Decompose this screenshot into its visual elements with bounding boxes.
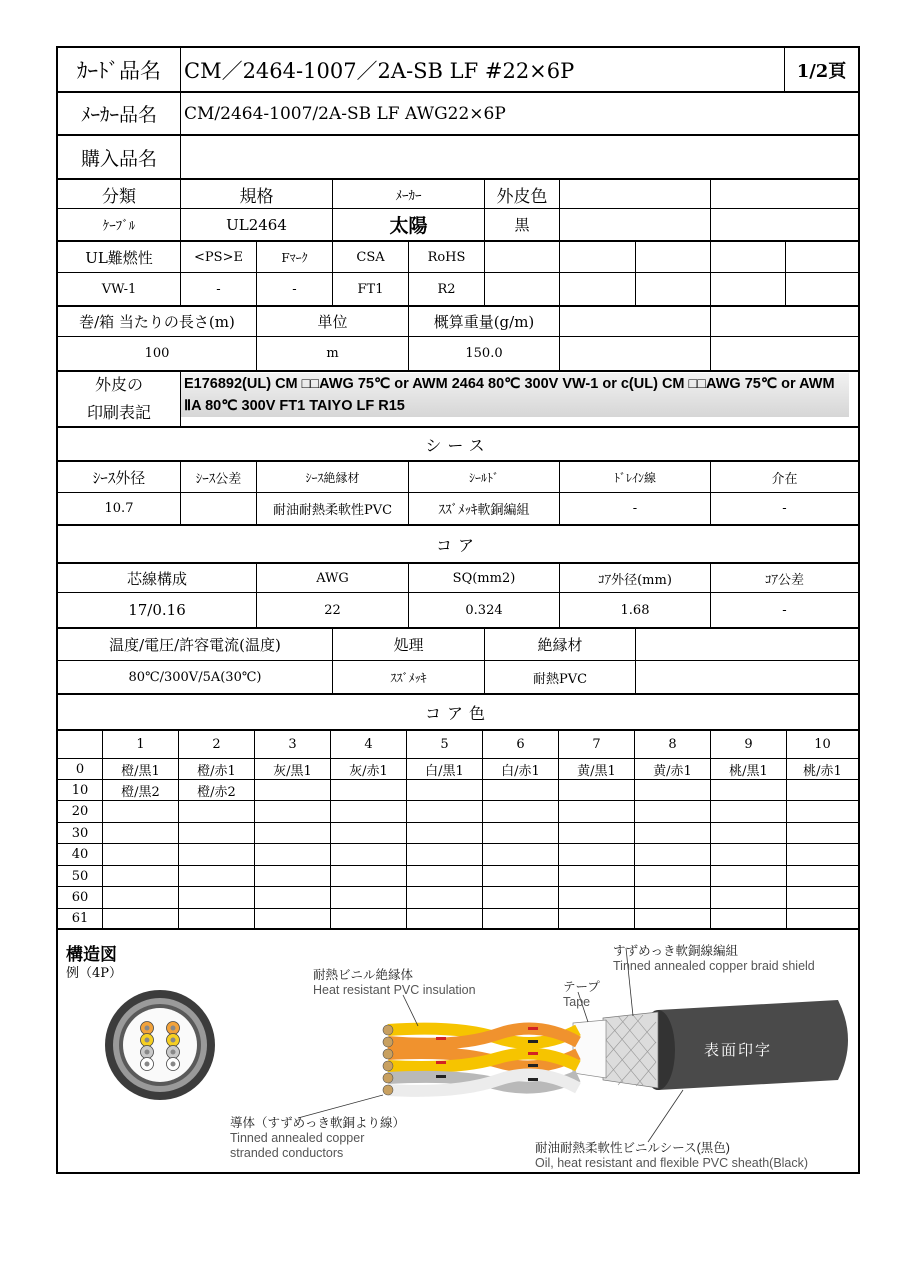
core-color-cell xyxy=(711,909,787,928)
core-header-row xyxy=(58,564,858,593)
core-color-row xyxy=(58,759,858,780)
core-color-column-header: 8 xyxy=(635,731,711,758)
marking-label-line-2: 印刷表記 xyxy=(86,403,151,422)
core-color-cell xyxy=(179,823,255,843)
core-color-cell xyxy=(787,866,858,886)
cross-section xyxy=(105,990,215,1100)
sheath-insulation-value: 耐油耐熱柔軟性PVC xyxy=(257,493,409,524)
core-color-column-header: 3 xyxy=(255,731,331,758)
rating-blank-1 xyxy=(636,629,858,660)
core-color-cell xyxy=(483,844,559,865)
ul-flame-header: UL難燃性 xyxy=(58,242,181,272)
core-color-row xyxy=(58,866,858,887)
sheath-tolerance-value xyxy=(181,493,257,524)
core-color-column-header: 10 xyxy=(814,737,831,752)
spec-header-row xyxy=(58,180,858,209)
core-color-cell xyxy=(331,801,407,822)
awg-header: AWG xyxy=(257,564,409,592)
sheath-od-header: ｼｰｽ外径 xyxy=(58,462,181,492)
treatment-value: ｽｽﾞﾒｯｷ xyxy=(333,661,485,693)
core-color-cell xyxy=(103,823,179,843)
core-color-row xyxy=(58,780,858,801)
insulation-value: 耐熱PVC xyxy=(485,661,636,693)
core-color-cell xyxy=(635,887,711,908)
core-color-cell xyxy=(635,780,711,800)
core-color-cell xyxy=(407,909,483,928)
core-color-row-label: 10 xyxy=(58,780,103,800)
insulation-label-jp: 耐熱ビニル絶縁体 xyxy=(313,968,414,982)
core-color-cell xyxy=(483,823,559,843)
conductor-header: 芯線構成 xyxy=(58,564,257,592)
cert-blank-10 xyxy=(786,273,858,305)
core-tolerance-value: - xyxy=(782,602,787,618)
core-color-row-label: 60 xyxy=(58,887,103,908)
core-color-cell xyxy=(331,887,407,908)
sq-value: 0.324 xyxy=(409,593,560,627)
core-color-cell xyxy=(483,801,559,822)
core-color-cell xyxy=(103,909,179,928)
card-name-row xyxy=(58,48,858,93)
core-color-cell: 白/黒1 xyxy=(407,759,483,779)
core-color-cell xyxy=(635,866,711,886)
core-color-row xyxy=(58,909,858,928)
core-color-cell: 灰/黒1 xyxy=(255,759,331,779)
core-color-cell xyxy=(407,780,483,800)
braid-shield xyxy=(603,1012,658,1088)
core-color-cell xyxy=(483,780,559,800)
core-color-cell xyxy=(711,801,787,822)
core-color-row xyxy=(58,823,858,844)
core-color-cell: 橙/黒2 xyxy=(103,780,179,800)
maker-name-value: CM/2464-1007/2A-SB LF AWG22×6P xyxy=(184,103,506,124)
core-color-cell xyxy=(483,866,559,886)
core-color-cell xyxy=(635,909,711,928)
core-color-cell xyxy=(483,887,559,908)
conductor-value: 17/0.16 xyxy=(58,593,257,627)
core-color-table xyxy=(58,731,858,930)
sheath-tolerance-header: ｼｰｽ公差 xyxy=(181,462,257,492)
core-color-cell xyxy=(559,887,635,908)
core-color-cell xyxy=(635,823,711,843)
core-color-column-header: 6 xyxy=(483,731,559,758)
length-value: 100 xyxy=(58,337,257,370)
jacket-color-header: 外皮色 xyxy=(485,180,560,208)
core-color-cell xyxy=(331,909,407,928)
core-color-cell xyxy=(407,823,483,843)
insulation-header: 絶縁材 xyxy=(485,629,636,660)
conductor-label-en-1: Tinned annealed copper xyxy=(230,1131,365,1145)
card-name-value: CM／2464-1007／2A-SB LF #22×6P xyxy=(181,48,785,91)
conductor-label xyxy=(230,1116,405,1161)
core-color-cell: 黄/黒1 xyxy=(559,759,635,779)
core-color-column-header: 4 xyxy=(331,731,407,758)
shield-label-jp: すずめっき軟銅線編組 xyxy=(613,944,739,958)
shield-label-en: Tinned annealed copper braid shield xyxy=(613,959,815,973)
core-color-cell: 橙/赤1 xyxy=(179,759,255,779)
sheath-header-row xyxy=(58,462,858,493)
core-color-column-header: 9 xyxy=(711,731,787,758)
core-color-cell xyxy=(787,887,858,908)
csa-header: CSA xyxy=(333,242,409,272)
jacket-label xyxy=(535,1141,808,1171)
core-color-cell xyxy=(787,801,858,822)
jacket-color-value: 黒 xyxy=(485,209,560,240)
core-color-cell xyxy=(711,887,787,908)
tape-label-en: Tape xyxy=(563,995,591,1009)
core-color-cell xyxy=(103,887,179,908)
core-color-cell xyxy=(559,866,635,886)
core-color-cell: 橙/赤2 xyxy=(179,780,255,800)
marking-row xyxy=(58,372,858,428)
core-color-cell xyxy=(331,823,407,843)
sheath-section-title: シース xyxy=(58,428,858,462)
conductor-label-en-2: stranded conductors xyxy=(230,1146,344,1160)
core-color-cell xyxy=(255,823,331,843)
core-color-cell xyxy=(255,887,331,908)
cert-blank-9 xyxy=(711,273,786,305)
structure-title: 構造図 xyxy=(66,945,117,965)
purchase-name-label: 購入品名 xyxy=(58,136,181,178)
insulation-label-en: Heat resistant PVC insulation xyxy=(313,983,476,997)
purchase-name-row xyxy=(58,136,858,180)
core-color-cell: 橙/黒1 xyxy=(103,759,179,779)
core-color-cell xyxy=(331,866,407,886)
core-color-cell xyxy=(407,844,483,865)
treatment-header: 処理 xyxy=(333,629,485,660)
jacket-label-jp: 耐油耐熱柔軟性ビニルシース(黒色) xyxy=(535,1141,730,1155)
maker-name-row xyxy=(58,93,858,136)
core-color-row-label: 50 xyxy=(58,866,103,886)
spec-blank-3 xyxy=(560,209,711,240)
core-color-cell xyxy=(787,844,858,865)
fmark-value: - xyxy=(257,273,333,305)
marking-label xyxy=(58,372,181,426)
rohs-value: R2 xyxy=(409,273,485,305)
ul-flame-value: VW-1 xyxy=(58,273,181,305)
core-color-column-header: 1 xyxy=(103,731,179,758)
cert-blank-4 xyxy=(711,242,786,272)
sheath-od-value: 10.7 xyxy=(58,493,181,524)
structure-drawing xyxy=(58,930,858,1172)
core-color-cell xyxy=(255,909,331,928)
core-tolerance-header: ｺｱ公差 xyxy=(764,572,804,588)
unit-header: 単位 xyxy=(257,307,409,336)
insulation-label xyxy=(313,968,476,998)
tape xyxy=(573,1020,606,1078)
sheath-print-label: 表面印字 xyxy=(703,1042,773,1059)
cores xyxy=(383,1025,578,1095)
core-color-cell xyxy=(635,801,711,822)
core-section-title: コア xyxy=(58,526,858,564)
core-color-row-label: 0 xyxy=(58,759,103,779)
shield-value: ｽｽﾞﾒｯｷ軟銅編組 xyxy=(409,493,560,524)
core-color-cell xyxy=(331,844,407,865)
core-color-cell xyxy=(483,909,559,928)
core-color-cell xyxy=(331,780,407,800)
length-value-row xyxy=(58,337,858,372)
core-color-cell xyxy=(787,823,858,843)
core-color-cell: 白/赤1 xyxy=(483,759,559,779)
cert-blank-5 xyxy=(786,242,858,272)
core-color-cell xyxy=(103,866,179,886)
rating-value-row xyxy=(58,661,858,695)
weight-value: 150.0 xyxy=(409,337,560,370)
core-color-cell xyxy=(559,780,635,800)
cert-header-row xyxy=(58,242,858,273)
core-color-cell xyxy=(255,801,331,822)
drain-header: ﾄﾞﾚｲﾝ線 xyxy=(560,462,711,492)
cert-blank-1 xyxy=(485,242,560,272)
sheath-insulation-header: ｼｰｽ絶縁材 xyxy=(257,462,409,492)
sheath-value-row xyxy=(58,493,858,526)
core-color-cell xyxy=(103,801,179,822)
cert-value-row xyxy=(58,273,858,307)
core-color-row xyxy=(58,801,858,823)
cert-blank-2 xyxy=(560,242,636,272)
core-od-header: ｺｱ外径(mm) xyxy=(560,564,711,592)
core-color-row-label: 20 xyxy=(58,801,103,822)
core-color-row-label: 40 xyxy=(58,844,103,865)
core-color-cell xyxy=(559,823,635,843)
rating-header-row xyxy=(58,629,858,661)
rohs-header: RoHS xyxy=(409,242,485,272)
standard-value: UL2464 xyxy=(181,209,333,240)
length-blank-1 xyxy=(560,307,711,336)
core-color-cell xyxy=(711,844,787,865)
core-color-section-title: コア色 xyxy=(58,695,858,731)
maker-name-label: ﾒｰｶｰ品名 xyxy=(58,93,181,134)
cert-blank-6 xyxy=(485,273,560,305)
drain-value: - xyxy=(560,493,711,524)
cert-blank-7 xyxy=(560,273,636,305)
core-color-cell xyxy=(711,823,787,843)
core-color-cell xyxy=(559,801,635,822)
shield-label xyxy=(613,944,815,974)
core-color-corner xyxy=(58,731,103,758)
core-color-cell xyxy=(179,866,255,886)
core-color-row xyxy=(58,844,858,866)
length-blank-2 xyxy=(711,307,858,336)
weight-header: 概算重量(g/m) xyxy=(409,307,560,336)
core-color-cell xyxy=(635,844,711,865)
marking-label-line-1: 外皮の xyxy=(94,375,143,394)
core-color-row xyxy=(58,887,858,909)
spec-blank-4 xyxy=(711,209,858,240)
core-color-cell xyxy=(787,909,858,928)
class-value: ｹｰﾌﾞﾙ xyxy=(58,209,181,240)
unit-value: m xyxy=(257,337,409,370)
length-header-row xyxy=(58,307,858,337)
maker-header: ﾒｰｶｰ xyxy=(333,180,485,208)
core-color-cell xyxy=(255,780,331,800)
core-color-cell xyxy=(255,844,331,865)
core-color-cell: 灰/赤1 xyxy=(331,759,407,779)
structure-example: 例（4P） xyxy=(66,966,123,981)
core-color-cell xyxy=(179,909,255,928)
fmark-header: Fﾏｰｸ xyxy=(257,242,333,272)
spec-blank-1 xyxy=(560,180,711,208)
rating-blank-2 xyxy=(636,661,858,693)
maker-value: 太陽 xyxy=(333,209,485,240)
core-color-cell xyxy=(711,780,787,800)
core-color-cell xyxy=(179,844,255,865)
core-color-cell xyxy=(103,844,179,865)
cert-blank-3 xyxy=(636,242,711,272)
core-color-row-label: 30 xyxy=(58,823,103,843)
core-value-row xyxy=(58,593,858,629)
core-color-cell xyxy=(179,887,255,908)
awg-value: 22 xyxy=(257,593,409,627)
core-color-cell xyxy=(559,909,635,928)
length-blank-3 xyxy=(560,337,711,370)
core-color-cell xyxy=(559,844,635,865)
filler-value: - xyxy=(782,501,787,516)
core-color-cell: 桃/赤1 xyxy=(803,763,842,779)
core-color-cell xyxy=(255,866,331,886)
standard-header: 規格 xyxy=(181,180,333,208)
length-header: 巻/箱 当たりの長さ(m) xyxy=(58,307,257,336)
pse-value: - xyxy=(181,273,257,305)
core-color-header-row xyxy=(58,731,858,759)
shield-header: ｼｰﾙﾄﾞ xyxy=(409,462,560,492)
core-color-cell xyxy=(787,780,858,800)
tape-label xyxy=(563,980,600,1010)
card-name-label: ｶｰﾄﾞ品名 xyxy=(58,48,181,91)
core-color-cell: 桃/黒1 xyxy=(711,759,787,779)
core-od-value: 1.68 xyxy=(560,593,711,627)
conductor-label-jp: 導体（すずめっき軟銅より線） xyxy=(230,1116,406,1130)
core-color-cell xyxy=(179,801,255,822)
spec-value-row xyxy=(58,209,858,242)
marking-text: E176892(UL) CM □□AWG 75℃ or AWM 2464 80℃ 300V VW-1 or c(UL) CM □□AWG 75℃ or AWM ⅡA 80℃ 300V FT1 TAIYO LF R15 xyxy=(181,373,849,417)
core-color-column-header: 2 xyxy=(179,731,255,758)
core-color-row-label: 61 xyxy=(58,909,103,928)
class-header: 分類 xyxy=(58,180,181,208)
spec-sheet xyxy=(56,46,860,1174)
core-color-cell xyxy=(407,866,483,886)
rating-header: 温度/電圧/許容電流(温度) xyxy=(58,629,333,660)
core-color-cell: 黄/赤1 xyxy=(635,759,711,779)
purchase-name-value xyxy=(181,136,858,178)
core-color-column-header: 5 xyxy=(407,731,483,758)
csa-value: FT1 xyxy=(333,273,409,305)
filler-header: 介在 xyxy=(771,471,798,487)
length-blank-4 xyxy=(711,337,858,370)
core-color-cell xyxy=(407,887,483,908)
cert-blank-8 xyxy=(636,273,711,305)
core-color-cell xyxy=(711,866,787,886)
page-number: 1/2頁 xyxy=(796,60,847,82)
core-color-column-header: 7 xyxy=(559,731,635,758)
rating-value: 80℃/300V/5A(30℃) xyxy=(58,661,333,693)
pse-header: <PS>E xyxy=(181,242,257,272)
core-color-cell xyxy=(407,801,483,822)
spec-blank-2 xyxy=(711,180,858,208)
sq-header: SQ(mm2) xyxy=(409,564,560,592)
tape-label-jp: テープ xyxy=(563,980,600,994)
jacket-label-en: Oil, heat resistant and flexible PVC sheath(Black) xyxy=(535,1156,809,1170)
